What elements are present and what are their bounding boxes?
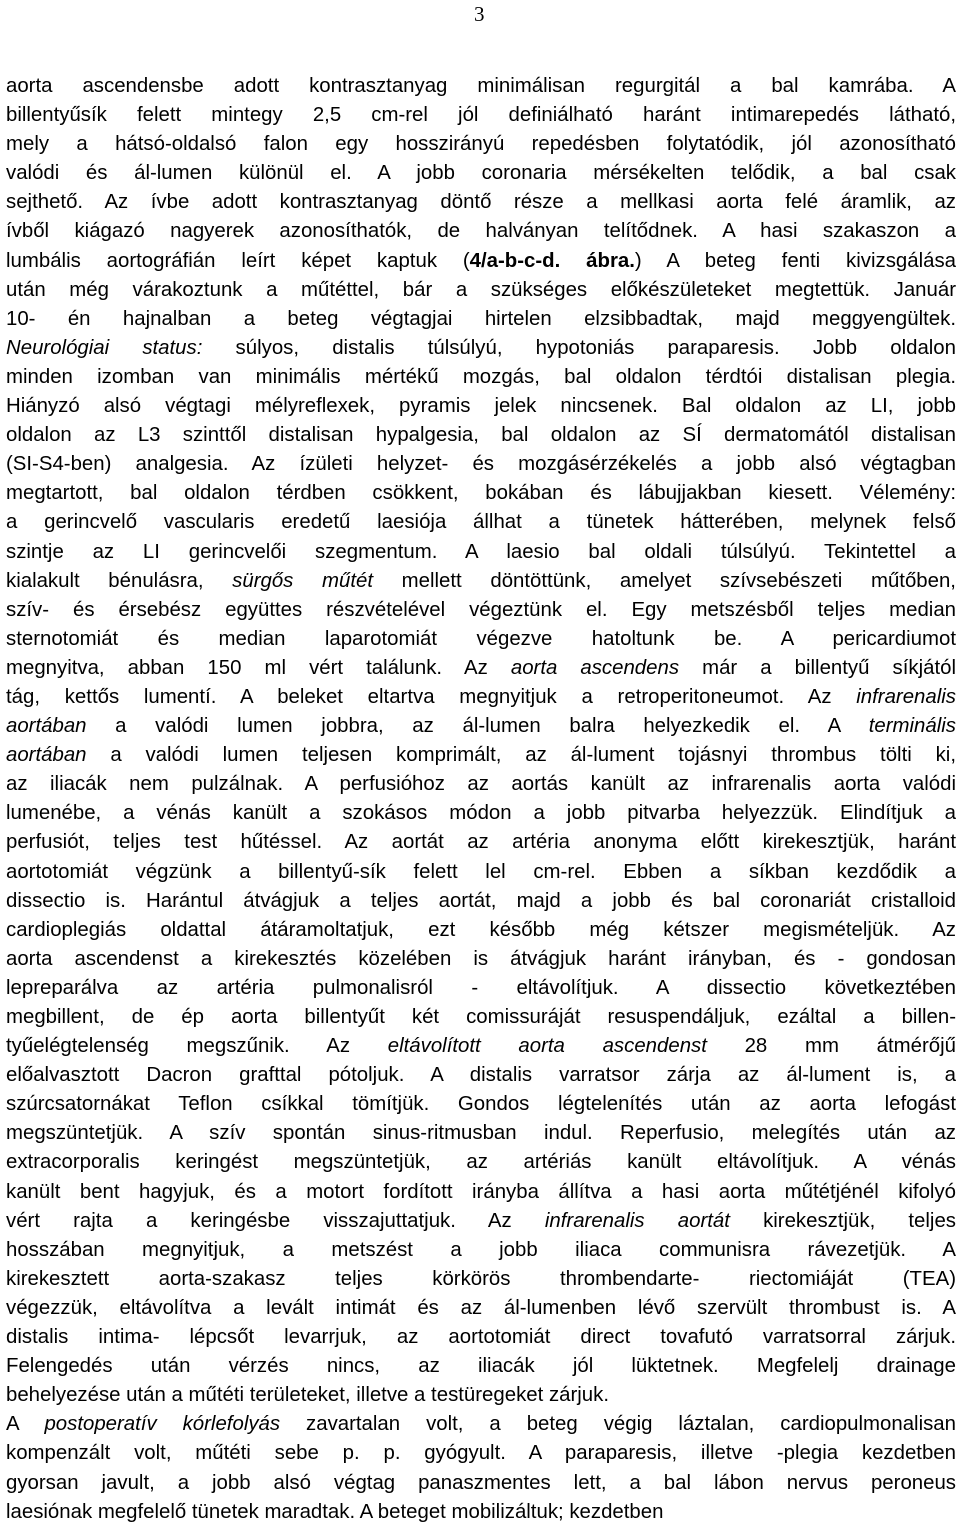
text-segment: tyűelégtelenség megszűnik. Az [6, 1035, 388, 1058]
italic-text: aorta ascendens [510, 656, 680, 679]
text-line [6, 479, 956, 508]
text-segment: aortotomiát végzünk a billentyű-sík felett lel cm-rel. Ebben a síkban kezdődik a [6, 860, 956, 883]
italic-text: postoperatív kórlefolyás [44, 1413, 281, 1436]
text-line [6, 1236, 956, 1265]
text-segment: lumenébe, a vénás kanült a szokásos módon a jobb pitvarba helyezzük. Elindítjuk a [6, 802, 956, 825]
text-segment: előalvasztott Dacron grafttal pótoljuk. A distalis varratsor zárja az ál-lument is, a [6, 1064, 956, 1087]
text-line [6, 1294, 956, 1323]
text-line [6, 712, 956, 741]
text-line [6, 130, 956, 159]
bold-text: 4/a-b-c-d. ábra. [469, 249, 635, 272]
italic-text: infrarenalis [856, 685, 956, 708]
text-segment: már a billentyű síkjától [679, 656, 956, 679]
text-segment: megszüntetjük. A szív spontán sinus-ritmusban indul. Reperfusio, melegítés után az [6, 1122, 956, 1145]
text-line [6, 450, 956, 479]
text-line [6, 799, 956, 828]
text-segment: cardioplegiás oldattal átáramoltatjuk, ezt később még kétszer megismételjük. Az [6, 918, 956, 941]
text-line [6, 247, 956, 276]
text-line [6, 72, 956, 101]
text-line [6, 363, 956, 392]
text-segment: billentyűsík felett mintegy 2,5 cm-rel jól definiálható haránt intimarepedés látható, [6, 104, 956, 127]
body-text [6, 72, 956, 1527]
text-line [6, 1469, 956, 1498]
text-line [6, 101, 956, 130]
text-line [6, 1119, 956, 1148]
text-segment: a gerincvelő vascularis eredetű laesiója állhat a tünetek hátterében, melynek felső [6, 511, 956, 534]
text-segment: laesiónak megfelelő tünetek maradtak. A beteget mobilizáltuk; kezdetben [6, 1500, 664, 1523]
text-segment: kompenzált volt, műtéti sebe p. p. gyógyult. A paraparesis, illetve -plegia kezdetben [6, 1442, 956, 1465]
text-line [6, 1178, 956, 1207]
text-segment: sejthető. Az ívbe adott kontrasztanyag döntő része a mellkasi aorta felé áramlik, az [6, 191, 956, 214]
text-segment: dissectio is. Harántul átvágjuk a teljes aortát, majd a jobb és bal coronariát cristalloid [6, 889, 956, 912]
text-segment: minden izomban van minimális mértékű mozgás, bal oldalon térdtói distalisan plegia. [6, 365, 956, 388]
text-segment: lepreparálva az artéria pulmonalisról - eltávolítjuk. A dissectio következtében [6, 976, 956, 999]
italic-text: Neurológiai status: [6, 336, 203, 359]
text-line [6, 421, 956, 450]
text-line [6, 1352, 956, 1381]
text-line [6, 538, 956, 567]
text-segment: súlyos, distalis túlsúlyú, hypotoniás paraparesis. Jobb oldalon [202, 336, 956, 359]
text-line [6, 1410, 956, 1439]
text-line [6, 1061, 956, 1090]
text-segment: ívből kiágazó nagyerek azonosíthatók, de halványan telítődnek. A hasi szakaszon a [6, 220, 956, 243]
text-segment: kialakult bénulásra, [6, 569, 233, 592]
text-line [6, 1032, 956, 1061]
text-segment: behelyezése után a műtéti területeket, illetve a testüregeket zárjuk. [6, 1384, 609, 1407]
text-line [6, 1003, 956, 1032]
text-segment: lumbális aortográfián leírt képet kaptuk ( [6, 249, 470, 272]
text-line [6, 596, 956, 625]
text-line [6, 945, 956, 974]
text-line [6, 741, 956, 770]
text-line [6, 683, 956, 712]
text-line [6, 305, 956, 334]
italic-text: terminális [868, 715, 956, 738]
text-segment: mely a hátsó-oldalsó falon egy hosszirányú repedésben folytatódik, jól azonosítható [6, 133, 956, 156]
italic-text: aortában [6, 715, 87, 738]
text-segment: szív- és érsebész együttes részvételével végeztünk el. Egy metszésből teljes median [6, 598, 956, 621]
text-line [6, 276, 956, 305]
italic-text: infrarenalis aortát [544, 1209, 730, 1232]
text-segment: Felengedés után vérzés nincs, az iliacák jól lüktetnek. Megfelelj drainage [6, 1355, 956, 1378]
text-segment: megbillent, de ép aorta billentyűt két comissuráját resuspendáljuk, ezáltal a billen- [6, 1006, 956, 1028]
text-segment: Hiányzó alsó végtagi mélyreflexek, pyramis jelek nincsenek. Bal oldalon az LI, jobb [6, 395, 956, 418]
text-line [6, 159, 956, 188]
text-segment: az iliacák nem pulzálnak. A perfusióhoz az aortás kanült az infrarenalis aorta valódi [6, 773, 956, 796]
text-line [6, 858, 956, 887]
text-line [6, 828, 956, 857]
text-segment: hosszában megnyitjuk, a metszést a jobb iliaca communisra rávezetjük. A [6, 1238, 956, 1261]
text-segment: perfusiót, teljes test hűtéssel. Az aortát az artéria anonyma előtt kirekesztjük, haránt [6, 831, 956, 854]
text-segment: után még várakoztunk a műtéttel, bár a szükséges előkészületeket megtettük. Január [6, 278, 956, 301]
text-segment: A [6, 1413, 45, 1436]
text-segment: vért rajta a keringésbe visszajuttatjuk. Az [6, 1209, 545, 1232]
italic-text: aortában [6, 744, 87, 767]
text-line [6, 217, 956, 246]
page-number: 3 [474, 2, 485, 26]
text-segment: megtartott, bal oldalon térdben csökkent, bokában és lábujjakban kiesett. Vélemény: [6, 482, 956, 505]
text-segment: ) A beteg fenti kivizsgálása [634, 249, 956, 272]
text-segment: sternotomiát és median laparotomiát végezve hatoltunk be. A pericardiumot [6, 627, 956, 650]
text-line [6, 916, 956, 945]
text-line [6, 1439, 956, 1468]
text-segment: valódi és ál-lumen különül el. A jobb coronaria mérsékelten telődik, a bal csak [6, 162, 956, 185]
text-line [6, 887, 956, 916]
text-line [6, 974, 956, 1003]
text-line [6, 1381, 956, 1410]
text-segment: extracorporalis keringést megszüntetjük, az artériás kanült eltávolítjuk. A vénás [6, 1151, 956, 1174]
text-segment: 10- én hajnalban a beteg végtagjai hirtelen elzsibbadtak, majd meggyengültek. [6, 307, 956, 330]
text-segment: oldalon az L3 szinttől distalisan hypalgesia, bal oldalon az SÍ dermatomától distalisan [6, 424, 956, 447]
text-line [6, 567, 956, 596]
text-segment: végezzük, eltávolítva a levált intimát és az ál-lumenben lévő szervült thrombust is. A [6, 1296, 956, 1319]
italic-text: sürgős műtét [232, 569, 374, 592]
text-segment: kirekesztett aorta-szakasz teljes körkörös thrombendarte- riectomiáját (TEA) [6, 1267, 956, 1290]
text-line [6, 1498, 956, 1527]
text-segment: zavartalan volt, a beteg végig láztalan, cardiopulmonalisan [280, 1413, 956, 1436]
text-line [6, 654, 956, 683]
text-segment: aorta ascendenst a kirekesztés közelében is átvágjuk haránt irányban, és - gondosan [6, 947, 956, 970]
text-segment: distalis intima- lépcsőt levarrjuk, az aortotomiát direct tovafutó varratsorral zárjuk. [6, 1326, 956, 1349]
text-segment: gyorsan javult, a jobb alsó végtag panaszmentes lett, a bal lábon nervus peroneus [6, 1471, 956, 1494]
text-line [6, 625, 956, 654]
text-segment: megnyitva, abban 150 ml vért találunk. Az [6, 656, 511, 679]
text-line [6, 334, 956, 363]
text-segment: aorta ascendensbe adott kontrasztanyag minimálisan regurgitál a bal kamrába. A [6, 75, 956, 97]
text-segment: szúrcsatornákat Teflon csíkkal tömítjük. Gondos légtelenítés után az aorta lefogást [6, 1093, 956, 1116]
text-line [6, 1207, 956, 1236]
text-segment: a valódi lumen jobbra, az ál-lumen balra helyezkedik el. A [86, 715, 869, 738]
text-line [6, 1323, 956, 1352]
text-segment: szintje az LI gerincvelői szegmentum. A laesio bal oldali túlsúlyú. Tekintettel a [6, 540, 956, 563]
text-line [6, 188, 956, 217]
text-segment: kanült bent hagyjuk, és a motort fordított irányba állítva a hasi aorta műtétjénél kifolyó [6, 1180, 956, 1203]
text-line [6, 508, 956, 537]
text-segment: mellett döntöttünk, amelyet szívsebészeti műtőben, [373, 569, 956, 592]
text-line [6, 1090, 956, 1119]
italic-text: eltávolított aorta ascendenst [387, 1035, 707, 1058]
text-segment: a valódi lumen teljesen komprimált, az ál-lument tojásnyi thrombus tölti ki, [86, 744, 956, 767]
text-line [6, 1148, 956, 1177]
text-line [6, 392, 956, 421]
text-segment: kirekesztjük, teljes [729, 1209, 956, 1232]
text-segment: tág, kettős lumentí. A beleket eltartva megnyitjuk a retroperitoneumot. Az [6, 685, 857, 708]
text-segment: (SI-S4-ben) analgesia. Az ízületi helyzet- és mozgásérzékelés a jobb alsó végtagban [6, 453, 956, 476]
text-segment: 28 mm átmérőjű [706, 1035, 956, 1058]
text-line [6, 1265, 956, 1294]
text-line [6, 770, 956, 799]
